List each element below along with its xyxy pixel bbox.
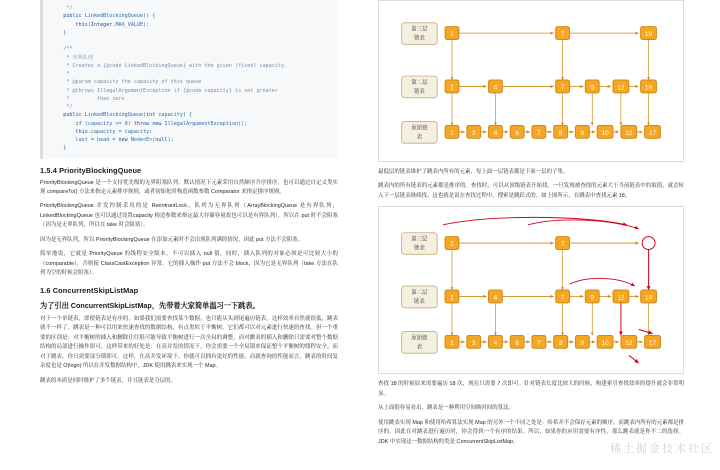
svg-text:7: 7 — [560, 294, 565, 302]
svg-text:8: 8 — [558, 340, 563, 348]
paragraph-right-2: 跳表内的所有链表的元素都是排序的。查找时，可以从顶级链表开始找。一旦发现被查找的元素大于当前链表中的取值，就会转入下一层链表继续找。这也就是说在查找过程中，搜索是跳跃式的。如上图所示，在跳表中查找元素 18。 — [378, 183, 684, 199]
code-block — [40, 0, 338, 159]
svg-text:9: 9 — [580, 129, 585, 137]
subsection-heading-skiplist-intro: 为了引出 ConcurrentSkipListMap，先带着大家简单温习一下跳表。 — [40, 300, 260, 310]
svg-text:1: 1 — [450, 294, 454, 302]
svg-text:第三层: 第三层 — [411, 26, 428, 33]
svg-text:第二层: 第二层 — [411, 79, 428, 86]
level2-row — [402, 76, 657, 98]
svg-text:7: 7 — [560, 241, 565, 249]
svg-text:19: 19 — [645, 294, 653, 302]
paragraph-skiplist-1: 对于一个单链表，即使链表是有序的，如果我们需要查找某个数据，也只能从头到尾遍历链表，这样效率自然就很低，跳表就不一样了。跳表是一种可以用来快速查找的数据结构，有点类似于平衡树。它们都可以对元素进行快速的查找。但一个重要的区别是：对平衡树的插入和删除往往很可能导致平衡树进行一次全局的调整。而对跳表的插入和删除只需要对整个数据结构的局部进行操作即可。这样带来的好处是：在高并发的情况下，你会需要一个全局锁来保证整个平衡树的线程安全。而对于跳表，你只需要部分锁即可。这样，在高并发环境下，你就可以拥有更好的性能。而就查询的性能而言，跳表的时间复杂度也是 O(logn) 所以在并发数据结构中，JDK 使用跳表来实现一个 Map。 — [40, 315, 338, 370]
svg-text:4: 4 — [493, 340, 498, 348]
right-column — [360, 0, 720, 470]
svg-text:链表: 链表 — [413, 35, 425, 42]
paragraph-skiplist-2: 跳表的本质是同时维护了多个链表，并且链表是分层的。 — [40, 377, 176, 384]
svg-text:7: 7 — [560, 31, 565, 39]
svg-text:链表: 链表 — [413, 299, 425, 306]
svg-text:17: 17 — [648, 129, 657, 137]
watermark: 稀土掘金技术社区 — [610, 443, 714, 455]
svg-text:8: 8 — [558, 129, 563, 137]
svg-text:1: 1 — [450, 84, 454, 92]
code-content: */ public LinkedBlockingQueue() { this(Integer.MAX_VALUE); } /** * 有界队列 * Creates a {@code LinkedBlockingQueue} with the given (fixed) capacity. * * @param capacity the capacity of this queue * @throws IllegalArgumentException if {@code capacity} is not greater * than zero */ public LinkedBlockingQueue(int capacity) { if (capacity <= 0) throw new IllegalArgumentException(); this.capacity = capacity; last = head = new Node<E>(null); } — [51, 5, 288, 152]
svg-text:9: 9 — [580, 340, 585, 348]
svg-text:7: 7 — [537, 340, 541, 348]
svg-text:第三层: 第三层 — [411, 237, 428, 244]
paragraph-pbq-1: PriorityBlockingQueue 是一个支持优先级的无界阻塞队列。默认情况下元素采用自然顺序升序排序，也可以通过自定义类实现 compareTo() 方法来指定元素排序规则，或者初始化时构造函数参数 Comparator 来指定排序规则。 — [40, 179, 338, 195]
paragraph-pbq-2: PriorityBlockingQueue 并发控制采用的是 ReentrantLock，队列为无界队列（ArrayBlockingQueue 是有界队列，LinkedBlockingQueue 也可以通过设置capacity 构造参数来指定最大存储容量故也可以是有界队列），所以在 put 时不会阻塞（因为是无界队列，所以在 take 时会阻塞）。 — [40, 203, 338, 229]
svg-text:原始链: 原始链 — [411, 335, 428, 342]
figure-skiplist-search — [378, 206, 684, 374]
svg-text:12: 12 — [617, 84, 625, 92]
svg-text:12: 12 — [625, 340, 633, 348]
svg-text:链表: 链表 — [413, 88, 425, 95]
svg-text:17: 17 — [648, 340, 657, 348]
skiplist-search-svg — [379, 207, 683, 373]
svg-text:10: 10 — [601, 340, 609, 348]
svg-text:1: 1 — [450, 340, 454, 348]
svg-text:6: 6 — [515, 340, 519, 348]
svg-text:链表: 链表 — [413, 245, 425, 252]
base-row — [402, 121, 661, 143]
svg-text:表: 表 — [416, 134, 423, 141]
svg-text:3: 3 — [471, 340, 476, 348]
paragraph-right-5: 使用跳表实现 Map 和使用哈希算法实现 Map 的另外一个不同之处是：哈希并不会保存元素的顺序，而跳表内所有的元素都是排序的。因此在对跳表进行遍历时，你会得到一个有序的结果。所以，如果你的应用需要有序性，那么跳表就是你不二的选择。JDK 中实现这一数据结构的类是 ConcurrentSkipListMap。 — [378, 419, 684, 445]
level3-row-2 — [402, 233, 655, 255]
figure-skiplist-structure — [378, 0, 684, 162]
paragraph-right-4: 从上面很容易看出，跳表是一种利用空间换时间的算法。 — [378, 405, 514, 412]
level2-row-2 — [402, 279, 657, 308]
svg-text:3: 3 — [471, 129, 476, 137]
svg-text:1: 1 — [450, 31, 454, 39]
svg-text:19: 19 — [644, 31, 653, 39]
svg-text:原始链: 原始链 — [411, 125, 428, 132]
svg-text:4: 4 — [493, 294, 498, 302]
level3-row — [402, 23, 657, 45]
svg-text:12: 12 — [617, 294, 625, 302]
svg-text:9: 9 — [590, 84, 595, 92]
paragraph-pbq-3: 因为是无界队列，所以 PriorityBlockingQueue 在添加元素时不会出现队列满的情况，因此 put 方法不会阻塞。 — [40, 236, 304, 243]
svg-text:19: 19 — [644, 84, 653, 92]
svg-text:6: 6 — [515, 129, 519, 137]
svg-text:4: 4 — [493, 129, 498, 137]
svg-text:7: 7 — [537, 129, 541, 137]
paragraph-right-3: 查找 18 的时候原来需要遍历 18 次，现在只需要 7 次即可。针对链表长度比较大的时候，构建索引查找效率的提升就会非常明显。 — [378, 381, 684, 397]
svg-text:1: 1 — [450, 241, 454, 249]
paragraph-pbq-4: 简单地说，它就是 PriorityQueue 的线程安全版本。不可以插入 null 值，同时，插入队列的对象必须是可比较大小的（comparable），否则报 ClassCastException 异常。它的插入操作 put 方法不会 block，因为它是无界队列（take 方法在队列为空的时候会阻塞）。 — [40, 251, 338, 277]
svg-text:12: 12 — [625, 129, 633, 137]
svg-text:4: 4 — [493, 84, 498, 92]
paragraph-right-1: 最低层的链表维护了跳表内所有的元素，每上面一层链表都是下面一层的子集。 — [378, 169, 569, 175]
svg-text:1: 1 — [450, 129, 454, 137]
svg-text:第二层: 第二层 — [411, 290, 428, 297]
svg-text:7: 7 — [560, 84, 565, 92]
svg-text:表: 表 — [416, 344, 423, 351]
svg-text:10: 10 — [601, 129, 609, 137]
section-heading-concurrentskiplistmap: 1.6 ConcurrentSkipListMap — [40, 285, 139, 295]
svg-text:9: 9 — [590, 294, 595, 302]
base-row-2 — [402, 330, 661, 364]
skiplist-structure-svg — [379, 1, 683, 161]
section-heading-priorityblockingqueue: 1.5.4 PriorityBlockingQueue — [40, 165, 142, 175]
